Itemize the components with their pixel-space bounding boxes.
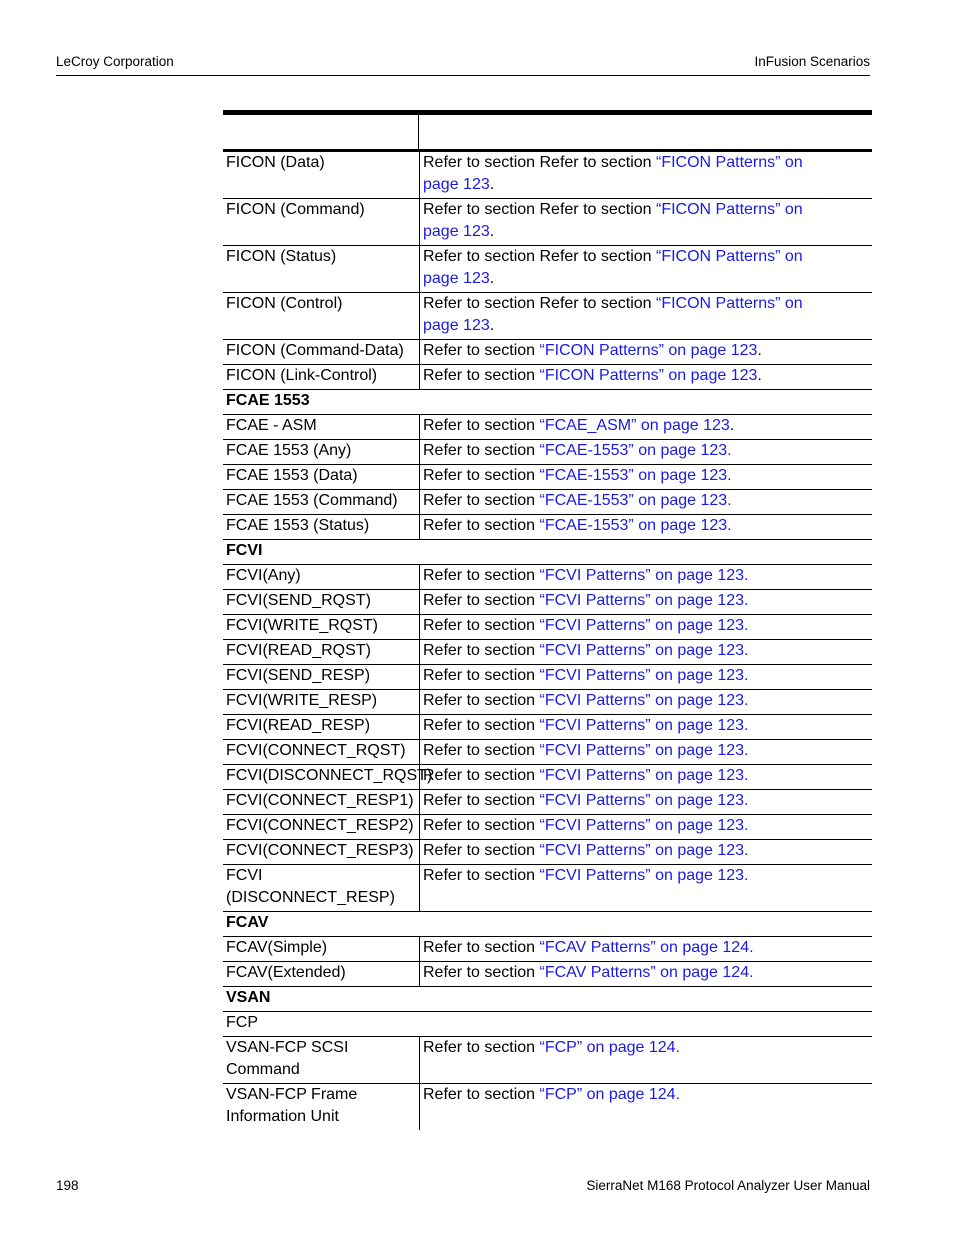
table-row — [223, 199, 872, 246]
reference-prefix: Refer to section — [423, 1086, 540, 1103]
pattern-name-cell: FCAE 1553 (Any) — [223, 440, 420, 464]
manual-title: SierraNet M168 Protocol Analyzer User Manual — [586, 1178, 870, 1193]
reference-prefix: Refer to section Refer to section — [423, 295, 656, 312]
reference-prefix: Refer to section — [423, 1039, 540, 1056]
reference-prefix: Refer to section — [423, 567, 540, 584]
reference-suffix: . — [489, 269, 495, 287]
reference-prefix: Refer to section — [423, 817, 540, 834]
table-row — [223, 690, 872, 715]
table-row — [223, 840, 872, 865]
reference-cell — [420, 765, 872, 789]
reference-cell — [420, 415, 872, 439]
reference-suffix: . — [757, 367, 762, 384]
reference-prefix: Refer to section — [423, 792, 540, 809]
reference-cell — [420, 615, 872, 639]
reference-prefix: Refer to section — [423, 442, 540, 459]
table-row — [223, 365, 872, 390]
pattern-name-cell: FCVI(READ_RESP) — [223, 715, 420, 739]
reference-cell — [420, 293, 872, 339]
reference-cell — [420, 246, 872, 292]
pattern-name-cell: FICON (Control) — [223, 293, 420, 339]
pattern-name-cell: FICON (Status) — [223, 246, 420, 292]
reference-suffix: . — [489, 175, 495, 193]
table-row — [223, 246, 872, 293]
section-link[interactable]: “FCAE-1553” on page 123. — [539, 442, 732, 459]
reference-prefix: Refer to section — [423, 842, 540, 859]
reference-cell — [420, 665, 872, 689]
table-row — [223, 1084, 872, 1130]
table-row — [223, 665, 872, 690]
section-link[interactable]: “FCVI Patterns” on page 123. — [539, 567, 749, 584]
reference-cell — [420, 715, 872, 739]
pattern-name-cell: FCVI(WRITE_RQST) — [223, 615, 420, 639]
reference-suffix: . — [489, 222, 495, 240]
section-link[interactable]: “FCVI Patterns” on page 123. — [539, 592, 749, 609]
reference-prefix: Refer to section — [423, 667, 540, 684]
reference-cell — [420, 640, 872, 664]
pattern-name-cell: VSAN-FCP Frame Information Unit — [223, 1084, 420, 1130]
table-row — [223, 740, 872, 765]
reference-prefix: Refer to section Refer to section — [423, 154, 656, 171]
pattern-name-cell: FCAE 1553 (Status) — [223, 515, 420, 539]
section-link[interactable]: “FCVI Patterns” on page 123. — [539, 767, 749, 784]
reference-cell — [420, 490, 872, 514]
reference-suffix: . — [489, 316, 495, 334]
section-link[interactable]: “FCAE-1553” on page 123. — [539, 517, 732, 534]
reference-prefix: Refer to section — [423, 367, 540, 384]
pattern-name-cell: FICON (Command) — [223, 199, 420, 245]
table-row — [223, 615, 872, 640]
section-row: FCAV — [223, 912, 872, 937]
pattern-name-cell: FCVI (DISCONNECT_RESP) — [223, 865, 420, 911]
header-company: LeCroy Corporation — [56, 54, 174, 69]
pattern-name-cell: FCAE - ASM — [223, 415, 420, 439]
pattern-name-cell: FCVI(READ_RQST) — [223, 640, 420, 664]
table-row — [223, 490, 872, 515]
table-row — [223, 1037, 872, 1084]
section-link[interactable]: “FCAE-1553” on page 123. — [539, 492, 732, 509]
section-link[interactable]: “FICON Patterns” on page 123 — [423, 295, 803, 334]
reference-prefix: Refer to section — [423, 517, 540, 534]
reference-prefix: Refer to section — [423, 767, 540, 784]
reference-prefix: Refer to section — [423, 492, 540, 509]
reference-cell — [420, 690, 872, 714]
reference-cell — [420, 365, 872, 389]
section-link[interactable]: “FICON Patterns” on page 123 — [539, 367, 758, 384]
table-row — [223, 865, 872, 912]
pattern-name-cell: FCVI(CONNECT_RQST) — [223, 740, 420, 764]
table-row — [223, 440, 872, 465]
reference-prefix: Refer to section — [423, 964, 540, 981]
reference-prefix: Refer to section — [423, 692, 540, 709]
section-link[interactable]: “FICON Patterns” on page 123 — [539, 342, 758, 359]
section-link[interactable]: “FCP” on page 124. — [539, 1086, 681, 1103]
table-row — [223, 340, 872, 365]
reference-prefix: Refer to section — [423, 342, 540, 359]
table-row — [223, 962, 872, 987]
table-row — [223, 790, 872, 815]
reference-cell — [420, 1037, 872, 1083]
table-row — [223, 415, 872, 440]
table-row — [223, 937, 872, 962]
pattern-name-cell: FCAV(Simple) — [223, 937, 420, 961]
pattern-name-cell: FCAE 1553 (Data) — [223, 465, 420, 489]
reference-cell — [420, 962, 872, 986]
reference-cell — [420, 590, 872, 614]
section-link[interactable]: “FCVI Patterns” on page 123. — [539, 867, 749, 884]
reference-cell — [420, 199, 872, 245]
pattern-name-cell: FCVI(SEND_RQST) — [223, 590, 420, 614]
reference-prefix: Refer to section — [423, 592, 540, 609]
reference-cell — [420, 740, 872, 764]
page-header — [56, 53, 870, 76]
section-link[interactable]: “FCAE_ASM” on page 123 — [539, 417, 730, 434]
reference-cell — [420, 340, 872, 364]
reference-cell — [420, 790, 872, 814]
reference-prefix: Refer to section — [423, 717, 540, 734]
reference-cell — [420, 1084, 872, 1130]
section-link[interactable]: “FICON Patterns” on page 123 — [423, 201, 803, 240]
reference-prefix: Refer to section — [423, 867, 540, 884]
reference-cell — [420, 515, 872, 539]
reference-cell — [420, 815, 872, 839]
section-row: FCAE 1553 — [223, 390, 872, 415]
reference-cell — [420, 152, 872, 198]
pattern-name-cell: VSAN-FCP SCSI Command — [223, 1037, 420, 1083]
pattern-name-cell: FCVI(WRITE_RESP) — [223, 690, 420, 714]
reference-cell — [420, 565, 872, 589]
reference-prefix: Refer to section Refer to section — [423, 248, 656, 265]
section-link[interactable]: “FICON Patterns” on page 123 — [423, 248, 803, 287]
pattern-name-cell: FICON (Data) — [223, 152, 420, 198]
section-link[interactable]: “FCVI Patterns” on page 123. — [539, 792, 749, 809]
reference-cell — [420, 840, 872, 864]
table-row — [223, 465, 872, 490]
pattern-name-cell: FCAV(Extended) — [223, 962, 420, 986]
reference-prefix: Refer to section Refer to section — [423, 201, 656, 218]
page-number: 198 — [56, 1178, 79, 1193]
section-link[interactable]: “FCVI Patterns” on page 123. — [539, 817, 749, 834]
table-row — [223, 815, 872, 840]
section-link[interactable]: “FCAV Patterns” on page 124. — [539, 939, 754, 956]
table-row — [223, 515, 872, 540]
section-link[interactable]: “FCVI Patterns” on page 123. — [539, 742, 749, 759]
reference-prefix: Refer to section — [423, 939, 540, 956]
table-header-cell-1 — [223, 115, 419, 149]
page-footer — [56, 1177, 870, 1197]
pattern-name-cell: FICON (Link-Control) — [223, 365, 420, 389]
pattern-name-cell: FCVI(DISCONNECT_RQST) — [223, 765, 420, 789]
pattern-name-cell: FCVI(CONNECT_RESP2) — [223, 815, 420, 839]
reference-suffix: . — [757, 342, 762, 359]
section-row: VSAN — [223, 987, 872, 1012]
table-row — [223, 640, 872, 665]
pattern-name-cell: FCVI(SEND_RESP) — [223, 665, 420, 689]
section-link[interactable]: “FCVI Patterns” on page 123. — [539, 642, 749, 659]
section-link[interactable]: “FCAE-1553” on page 123. — [539, 467, 732, 484]
pattern-name-cell: FCVI(CONNECT_RESP3) — [223, 840, 420, 864]
table-row — [223, 565, 872, 590]
pattern-name-cell: FCAE 1553 (Command) — [223, 490, 420, 514]
reference-prefix: Refer to section — [423, 742, 540, 759]
reference-suffix: . — [729, 417, 735, 434]
reference-cell — [420, 865, 872, 911]
reference-cell — [420, 937, 872, 961]
pattern-name-cell: FCVI(Any) — [223, 565, 420, 589]
section-link[interactable]: “FCVI Patterns” on page 123. — [539, 717, 749, 734]
section-link[interactable]: “FCVI Patterns” on page 123. — [539, 692, 749, 709]
section-link[interactable]: “FCVI Patterns” on page 123. — [539, 617, 749, 634]
protocol-table — [223, 110, 872, 1130]
reference-prefix: Refer to section — [423, 467, 540, 484]
table-row — [223, 293, 872, 340]
table-row — [223, 715, 872, 740]
section-link[interactable]: “FCP” on page 124. — [539, 1039, 681, 1056]
section-link[interactable]: “FCVI Patterns” on page 123. — [539, 667, 749, 684]
table-row — [223, 152, 872, 199]
reference-cell — [420, 465, 872, 489]
section-link[interactable]: “FCAV Patterns” on page 124. — [539, 964, 754, 981]
reference-cell — [420, 440, 872, 464]
table-row — [223, 765, 872, 790]
table-row — [223, 590, 872, 615]
reference-prefix: Refer to section — [423, 642, 540, 659]
section-link[interactable]: “FCVI Patterns” on page 123. — [539, 842, 749, 859]
reference-prefix: Refer to section — [423, 417, 540, 434]
reference-prefix: Refer to section — [423, 617, 540, 634]
pattern-name-cell: FICON (Command-Data) — [223, 340, 420, 364]
table-header-row — [223, 110, 872, 152]
section-row: FCP — [223, 1012, 872, 1037]
table-body — [223, 152, 872, 1130]
section-link[interactable]: “FICON Patterns” on page 123 — [423, 154, 803, 193]
header-chapter: InFusion Scenarios — [754, 54, 870, 69]
section-row: FCVI — [223, 540, 872, 565]
pattern-name-cell: FCVI(CONNECT_RESP1) — [223, 790, 420, 814]
